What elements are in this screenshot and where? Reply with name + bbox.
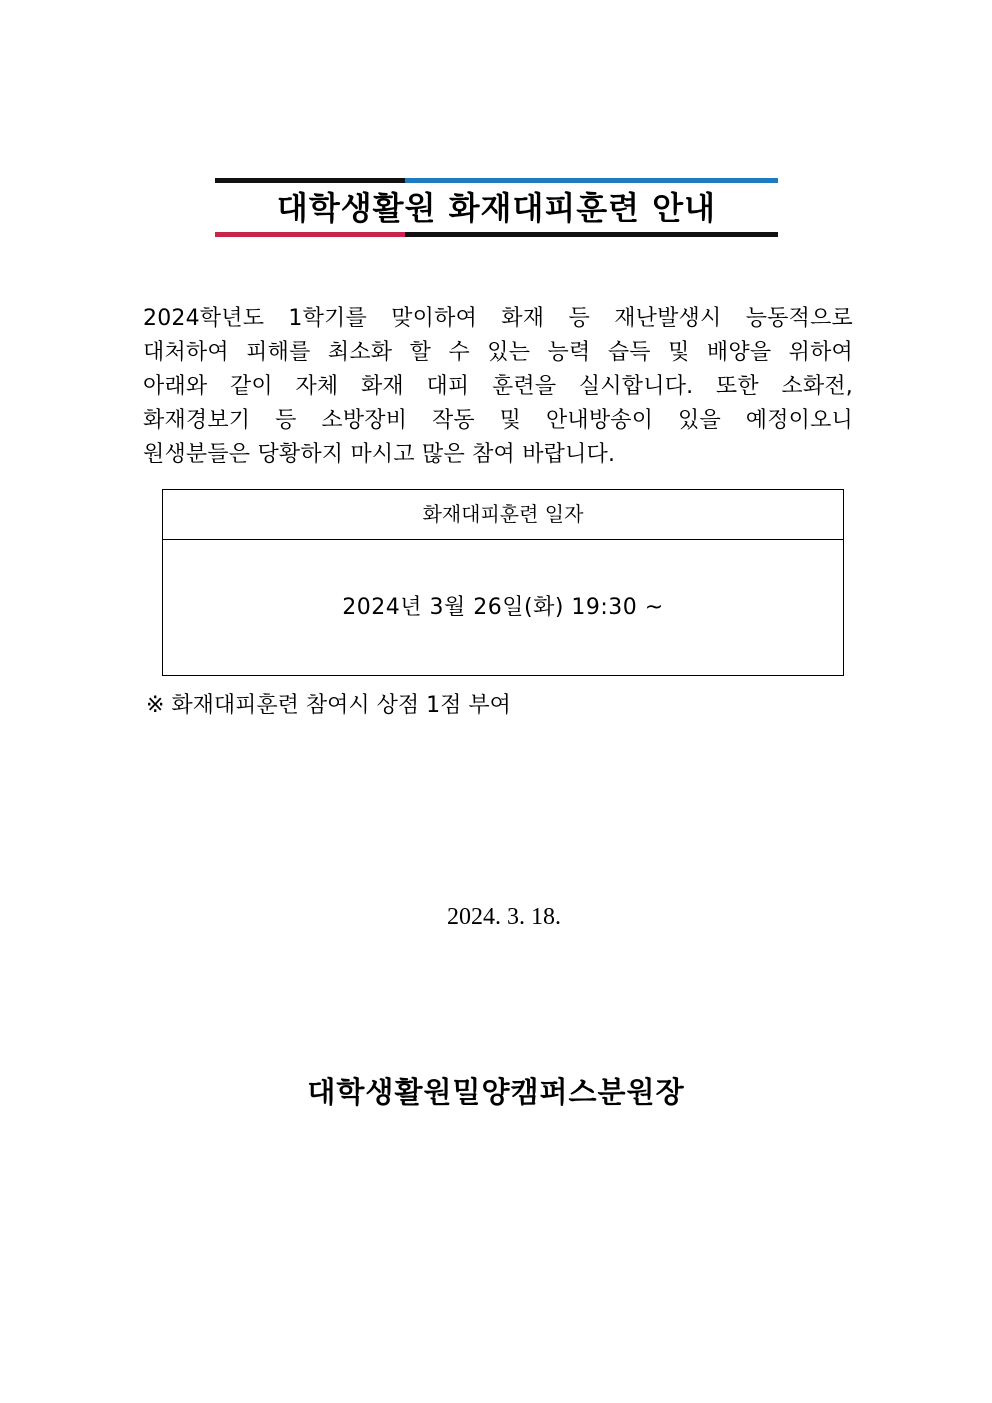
reward-note: ※ 화재대피훈련 참여시 상점 1점 부여 — [146, 693, 511, 718]
issuer-name: 대학생활원밀양캠퍼스분원장 — [307, 1075, 685, 1109]
schedule-header: 화재대피훈련 일자 — [163, 490, 843, 540]
notice-line: 2024학년도 1학기를 맞이하여 화재 등 재난발생시 능동적으로 — [143, 306, 853, 331]
title-top-bar-black — [215, 178, 405, 183]
notice-line: 대처하여 피해를 최소화 할 수 있는 능력 습득 및 배양을 위하여 — [143, 340, 853, 365]
title-bottom-bar-black — [405, 232, 778, 237]
notice-line: 원생분들은 당황하지 마시고 많은 참여 바랍니다. — [143, 442, 616, 467]
schedule-table — [162, 489, 844, 676]
schedule-datetime: 2024년 3월 26일(화) 19:30 ~ — [342, 595, 664, 620]
notice-line: 화재경보기 등 소방장비 작동 및 안내방송이 있을 예정이오니 — [143, 408, 853, 433]
notice-body — [143, 302, 853, 472]
issue-date: 2024. 3. 18. — [447, 904, 561, 930]
title-top-bar-blue — [405, 178, 778, 183]
title-bottom-bar-red — [215, 232, 405, 237]
title-banner — [215, 178, 778, 237]
notice-line: 아래와 같이 자체 화재 대피 훈련을 실시합니다. 또한 소화전, — [143, 374, 853, 399]
page-title: 대학생활원 화재대피훈련 안내 — [276, 189, 717, 227]
